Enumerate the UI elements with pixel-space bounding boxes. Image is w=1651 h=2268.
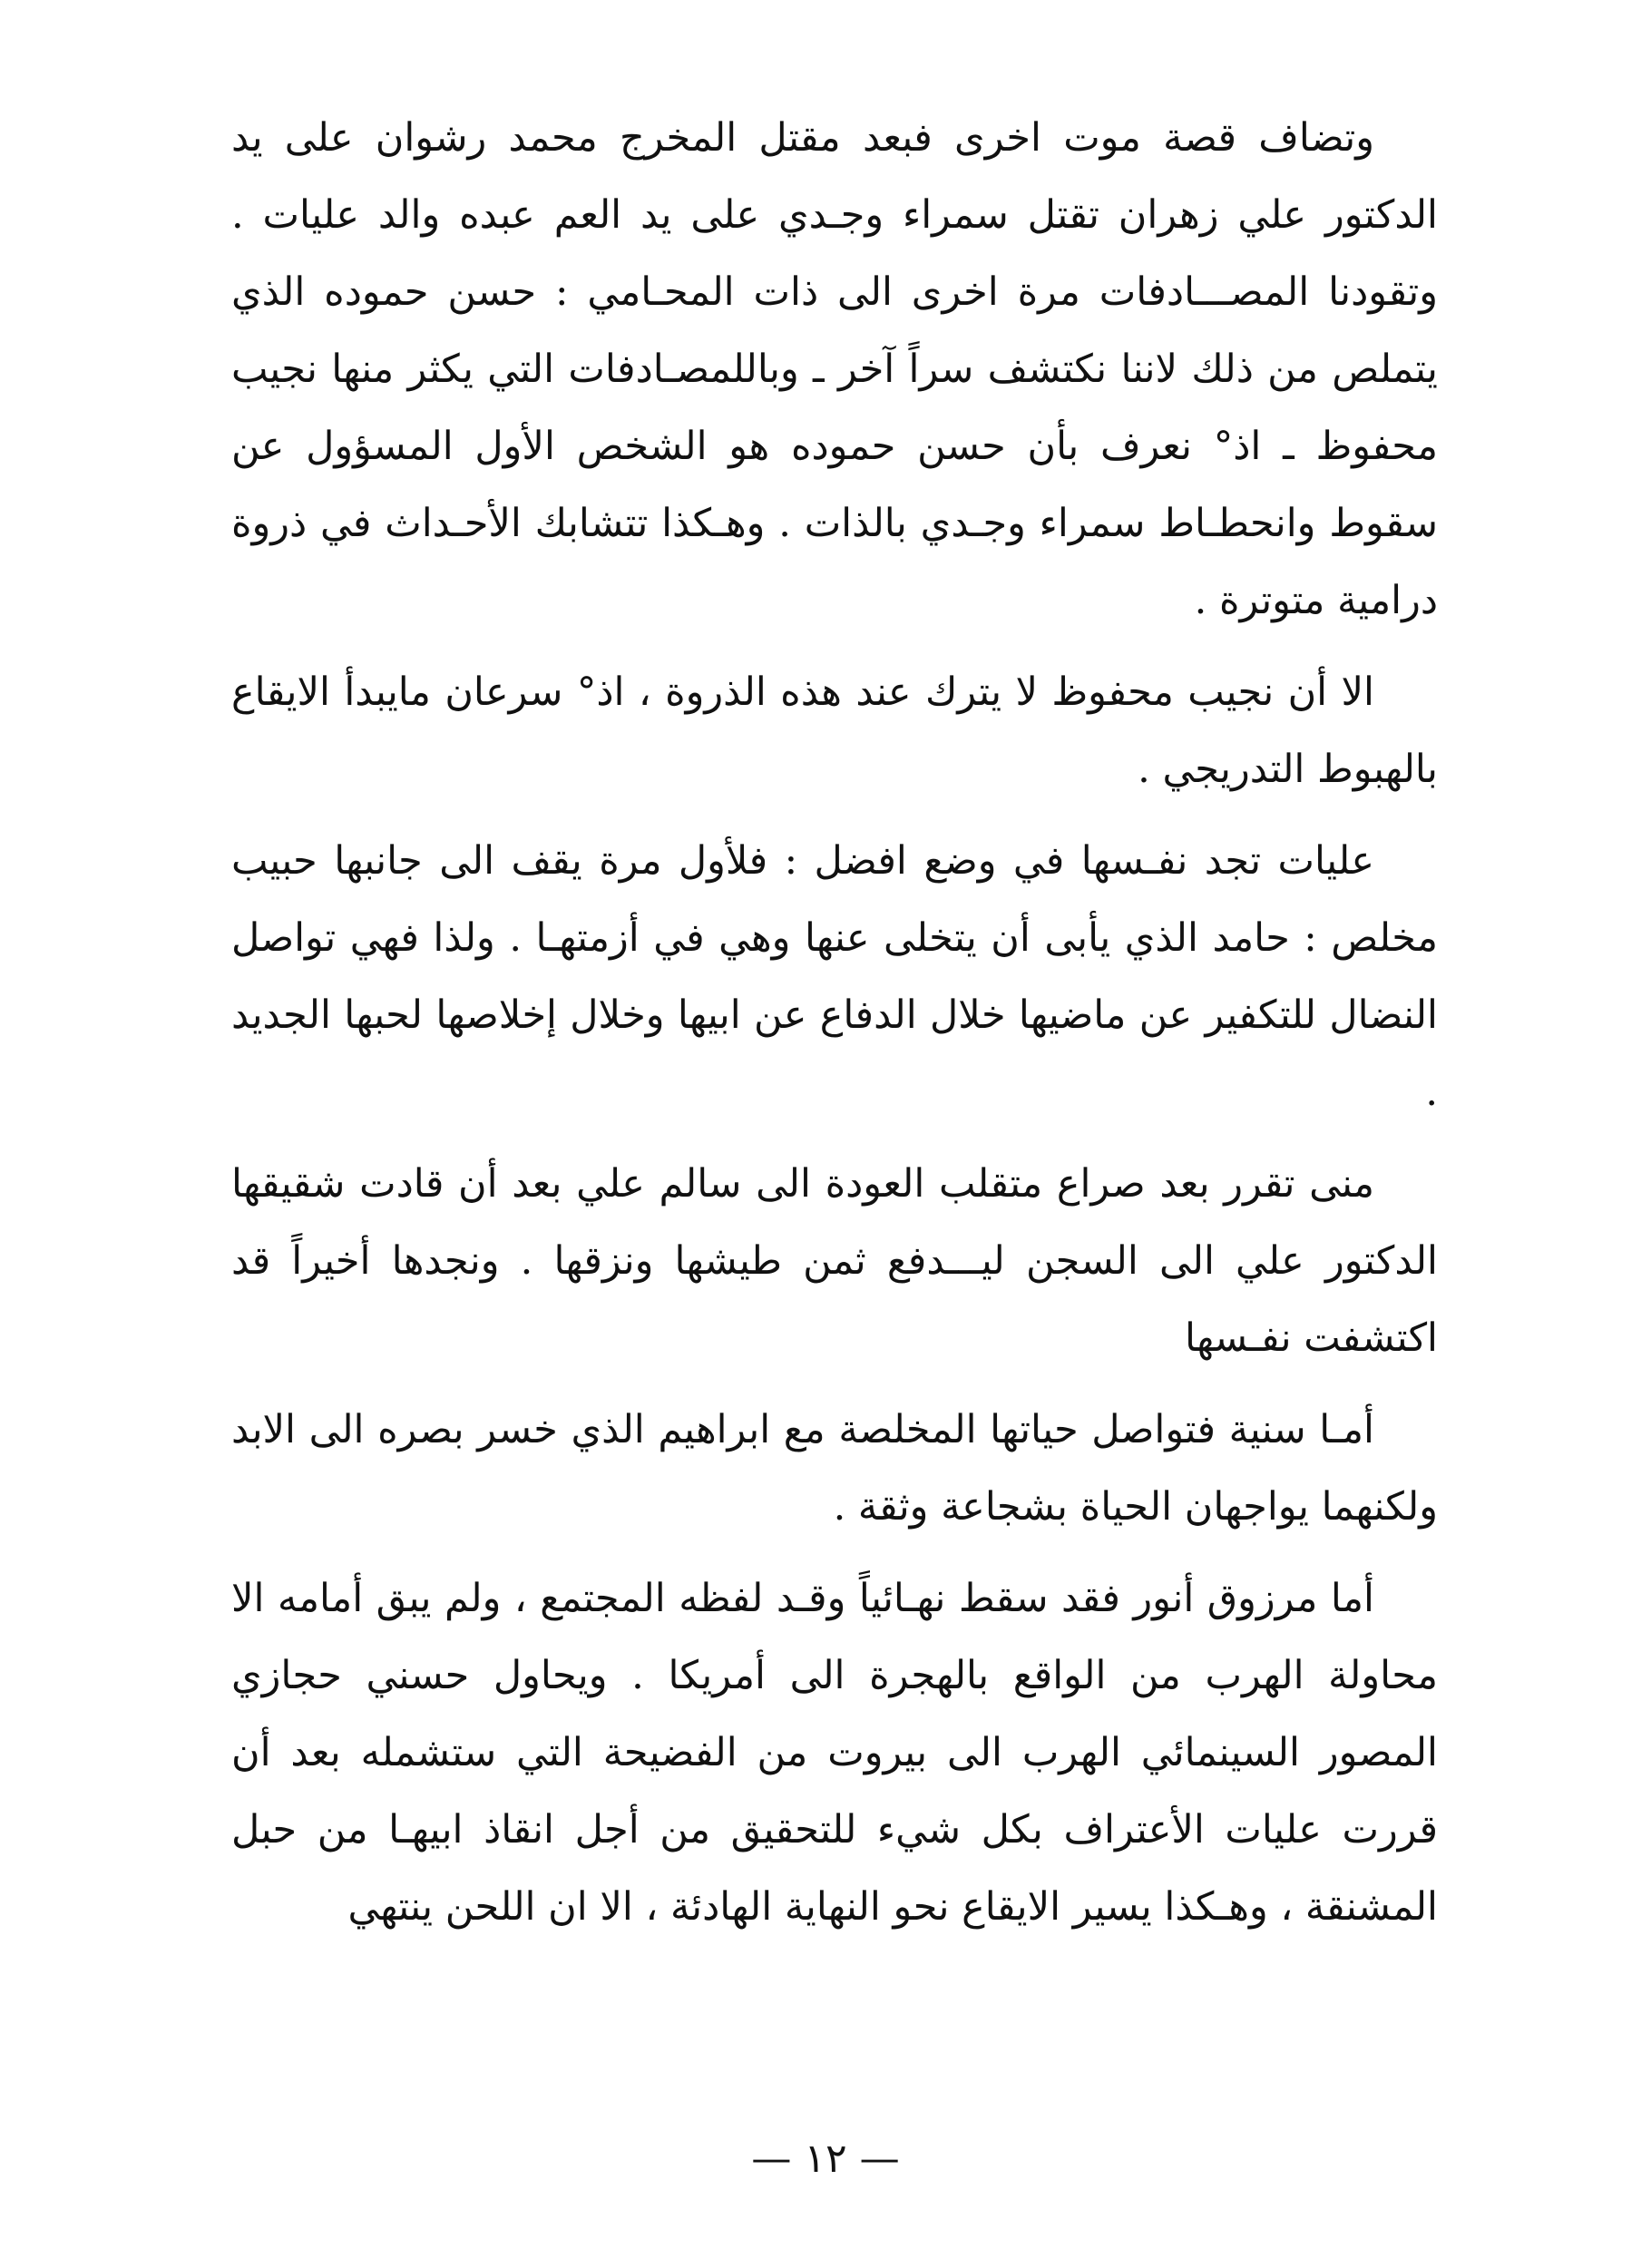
page-number: — ١٢ —	[751, 2136, 900, 2182]
body-text	[231, 100, 1438, 1960]
paragraph-3: عليات تجد نفـسها في وضع افضل : فلأول مرة يقف الى جانبها حبيب مخلص : حامد الذي يأبى أن يتخلى عنها وهي في أزمتهـا . ولذا فهي تواصل النضال للتكفير عن ماضيها خلال الدفاع عن ابيها وخلال إخلاصها لحبها الجديد .	[231, 838, 1438, 1115]
paragraph-2: الا أن نجيب محفوظ لا يترك عند هذه الذروة ، اذ° سرعان مايبدأ الايقاع بالهبوط التدريجي .	[231, 670, 1438, 792]
paragraph-5: أمـا سنية فتواصل حياتها المخلصة مع ابراهيم الذي خسر بصره الى الابد ولكنهما يواجهان الحياة بشجاعة وثقة .	[231, 1407, 1438, 1530]
paragraph-1: وتضاف قصة موت اخرى فبعد مقتل المخرج محمد رشوان على يد الدكتور علي زهران تقتل سمراء وجـدي على يد العم عبده والد عليات . وتقودنا المصـــادفات مرة اخرى الى ذات المحـامي : حسن حموده الذي يتملص من ذلك لاننا نكتشف سراً آخر ـ وباللمصـادفات التي يكثر منها نجيب محفوظ ـ اذ° نعرف بأن حسن حموده هو الشخص الأول المسؤول عن سقوط وانحطـاط سمراء وجـدي بالذات . وهـكذا تتشابك الأحـداث في ذروة درامية متوترة .	[231, 115, 1438, 623]
paragraph-4: منى تقرر بعد صراع متقلب العودة الى سالم علي بعد أن قادت شقيقها الدكتور علي الى السجن ليـــدفع ثمن طيشها ونزقها . ونجدها أخيراً قد اكتشفت نفـسها	[231, 1161, 1438, 1361]
paragraph-6: أما مرزوق أنور فقد سقط نهـائياً وقـد لفظه المجتمع ، ولم يبق أمامه الا محاولة الهرب من الواقع بالهجرة الى أمريكا . ويحاول حسني حجازي المصور السينمائي الهرب الى بيروت من الفضيحة التي ستشمله بعد أن قررت عليات الأعتراف بكل شيء للتحقيق من أجل انقاذ ابيهـا من حبل المشنقة ، وهـكذا يسير الايقاع نحو النهاية الهادئة ، الا ان اللحن ينتهي	[231, 1576, 1438, 1930]
